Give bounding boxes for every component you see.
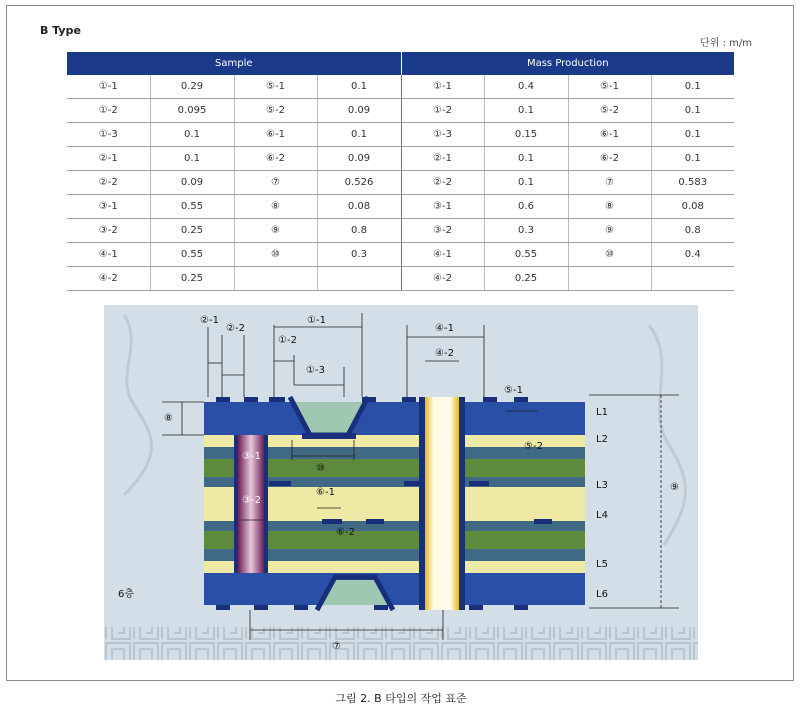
item-cell: ①-2 [67,99,150,123]
unit-label: 단위 : m/m [700,38,752,49]
item-cell: ⑤-1 [234,75,317,99]
label-d3-1: ③-1 [242,451,261,462]
item-cell: ①-1 [67,75,150,99]
value-cell: 0.526 [317,171,401,195]
layer-label-l5: L5 [596,559,608,570]
table-row [67,243,734,267]
spec-table-body [67,75,734,291]
item-cell: ①-3 [67,123,150,147]
item-cell: ②-2 [401,171,484,195]
layer-l1 [204,402,585,435]
item-cell: ⑧ [568,195,651,219]
label-d6-1: ⑥-1 [316,487,335,498]
table-row [67,75,734,99]
item-cell: ②-1 [401,147,484,171]
diagram-border-pattern [104,627,698,660]
value-cell: 0.1 [484,171,568,195]
table-row [67,195,734,219]
table-row [67,267,734,291]
layer-label-l3: L3 [596,480,608,491]
label-d2-1: ②-1 [200,315,219,326]
item-cell: ⑨ [568,219,651,243]
label-d3-2: ③-2 [242,495,261,506]
label-d6-2: ⑥-2 [336,527,355,538]
value-cell: 0.09 [317,99,401,123]
value-cell: 0.4 [484,75,568,99]
layer-l6 [204,573,585,605]
value-cell: 0.1 [651,147,734,171]
value-cell: 0.55 [484,243,568,267]
item-cell: ③-2 [67,219,150,243]
layer-count-label: 6층 [118,589,135,600]
item-cell: ③-1 [401,195,484,219]
label-d4-1: ④-1 [435,323,454,334]
value-cell: 0.8 [651,219,734,243]
item-cell: ⑩ [568,243,651,267]
value-cell: 0.3 [317,243,401,267]
figure-caption: 그림 2. B 타입의 작업 표준 [335,692,467,705]
value-cell: 0.3 [484,219,568,243]
layer-label-l6: L6 [596,589,608,600]
value-cell: 0.25 [150,219,234,243]
value-cell: 0.1 [317,75,401,99]
table-row [67,99,734,123]
label-d5-1: ⑤-1 [504,385,523,396]
item-cell: ②-2 [67,171,150,195]
item-cell: ③-1 [67,195,150,219]
item-cell [234,267,317,291]
item-cell: ⑤-1 [568,75,651,99]
value-cell: 0.29 [150,75,234,99]
value-cell: 0.09 [317,147,401,171]
type-title: B Type [40,24,81,37]
item-cell [568,267,651,291]
value-cell: 0.25 [484,267,568,291]
item-cell: ⑥-1 [568,123,651,147]
item-cell: ③-2 [401,219,484,243]
value-cell: 0.55 [150,243,234,267]
value-cell: 0.583 [651,171,734,195]
item-cell: ④-2 [67,267,150,291]
item-cell: ⑦ [568,171,651,195]
item-cell: ⑥-2 [234,147,317,171]
label-d8: ⑧ [164,413,173,424]
label-d10: ⑩ [316,463,325,474]
label-d1-3: ①-3 [306,365,325,376]
value-cell: 0.1 [651,99,734,123]
spec-table [67,52,734,291]
table-row [67,171,734,195]
value-cell: 0.15 [484,123,568,147]
item-cell: ④-2 [401,267,484,291]
label-d1-1: ①-1 [307,315,326,326]
value-cell: 0.1 [484,99,568,123]
item-cell: ⑤-2 [234,99,317,123]
label-d5-2: ⑤-2 [524,441,543,452]
header-sample: Sample [67,52,401,75]
item-cell: ⑥-1 [234,123,317,147]
item-cell: ①-1 [401,75,484,99]
header-mass-production: Mass Production [401,52,734,75]
value-cell: 0.6 [484,195,568,219]
label-d9: ⑨ [670,482,679,493]
label-d1-2: ①-2 [278,335,297,346]
item-cell: ⑥-2 [568,147,651,171]
value-cell: 0.25 [150,267,234,291]
value-cell: 0.1 [651,75,734,99]
value-cell: 0.1 [150,123,234,147]
value-cell: 0.1 [317,123,401,147]
item-cell: ④-1 [67,243,150,267]
item-cell: ②-1 [67,147,150,171]
table-row [67,219,734,243]
label-d7: ⑦ [332,641,341,652]
item-cell: ⑨ [234,219,317,243]
layer-label-l2: L2 [596,434,608,445]
value-cell: 0.08 [317,195,401,219]
value-cell: 0.8 [317,219,401,243]
value-cell: 0.095 [150,99,234,123]
table-row [67,147,734,171]
value-cell: 0.55 [150,195,234,219]
value-cell [651,267,734,291]
layer-label-l4: L4 [596,510,608,521]
value-cell: 0.1 [651,123,734,147]
item-cell: ④-1 [401,243,484,267]
item-cell: ⑤-2 [568,99,651,123]
pcb-cross-section-diagram [104,305,698,660]
item-cell: ①-3 [401,123,484,147]
label-d4-2: ④-2 [435,348,454,359]
value-cell: 0.1 [150,147,234,171]
value-cell [317,267,401,291]
item-cell: ⑧ [234,195,317,219]
value-cell: 0.09 [150,171,234,195]
value-cell: 0.1 [484,147,568,171]
layer-label-l1: L1 [596,407,608,418]
value-cell: 0.08 [651,195,734,219]
table-row [67,123,734,147]
value-cell: 0.4 [651,243,734,267]
label-d2-2: ②-2 [226,323,245,334]
item-cell: ①-2 [401,99,484,123]
item-cell: ⑦ [234,171,317,195]
item-cell: ⑩ [234,243,317,267]
